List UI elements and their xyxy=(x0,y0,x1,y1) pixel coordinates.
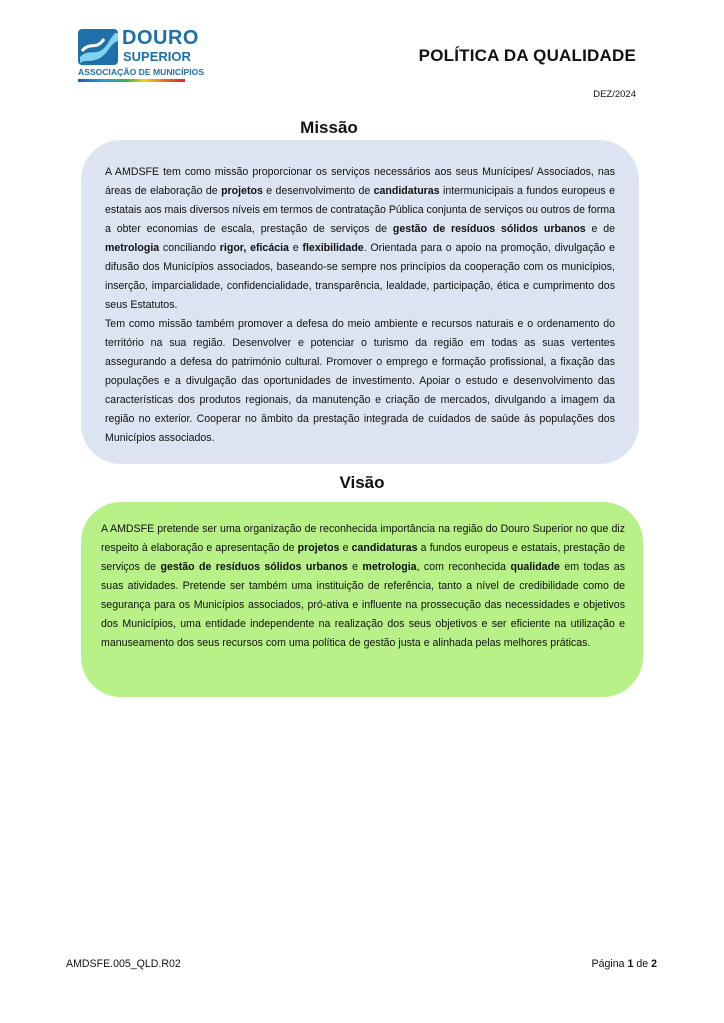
visao-box xyxy=(81,502,643,697)
logo-color-bar xyxy=(78,79,185,82)
bold-run: gestão de resíduos sólidos urbanos xyxy=(392,223,586,235)
page-label: Página xyxy=(591,958,625,970)
text-run: conciliando xyxy=(159,242,220,254)
missao-heading: Missão xyxy=(300,118,358,137)
document-date: DEZ/2024 xyxy=(593,89,636,100)
visao-heading: Visão xyxy=(339,473,385,492)
page-total: 2 xyxy=(651,958,657,970)
text-run: e xyxy=(339,542,352,554)
text-run: , com reconhecida xyxy=(416,561,511,573)
text-run: A AMDSFE tem como missão proporcionar os serviços necessários aos seus Munícipes/ Associados, nas áreas de elaboração de xyxy=(105,166,615,197)
river-logo-icon xyxy=(78,29,118,65)
text-run: e desenvolvimento de xyxy=(262,185,374,197)
logo-tagline: ASSOCIAÇÃO DE MUNICÍPIOS xyxy=(78,67,205,77)
text-run: a fundos europeus e estatais, prestação de serviços de xyxy=(101,542,625,573)
bold-run: rigor, eficácia xyxy=(219,242,289,254)
text-run: e xyxy=(347,561,363,573)
text-run: . Orientada para o apoio na promoção, divulgação e difusão dos Municípios associados, baseando-se sempre nos princípios da cooperação com os municípios, inserção, imparcialidade, confidencialidade, transparência, lealdade, participação, ética e cumprimento dos seus Estatutos. xyxy=(105,242,615,311)
page-current: 1 xyxy=(627,958,634,970)
visao-paragraph-1 xyxy=(101,520,625,653)
bold-run: metrologia xyxy=(105,242,160,254)
logo-subname: SUPERIOR xyxy=(123,49,191,64)
bold-run: candidaturas xyxy=(373,185,440,197)
missao-box xyxy=(81,140,639,464)
bold-run: projetos xyxy=(297,542,340,554)
bold-run: metrologia xyxy=(362,561,417,573)
text-run: intermunicipais a fundos europeus e estatais aos mais diversos níveis em termos de contratação Pública conjunta de serviços ou outros de forma a obter economias de escala, prestação de serviços de xyxy=(105,185,615,235)
text-run: e de xyxy=(585,223,615,235)
bold-run: gestão de resíduos sólidos urbanos xyxy=(160,561,348,573)
bold-run: projetos xyxy=(221,185,263,197)
bold-run: flexibilidade xyxy=(302,242,364,254)
text-run: em todas as suas atividades. Pretende ser também uma instituição de referência, tanto a nível de credibilidade como de segurança para os Municípios associados, pró-ativa e influente na prossecução das necessidades e objetivos dos Municípios, uma entidade independente na realização dos seus objetivos e ser eficiente na utilização e manuseamento dos seus recursos com uma política de gestão justa e alinhada pelas melhores práticas. xyxy=(101,561,626,649)
text-run: A AMDSFE pretende ser uma organização de reconhecida importância na região do Douro Superior no que diz respeito à elaboração e apresentação de xyxy=(101,523,625,554)
text-run: e xyxy=(288,242,303,254)
document-code: AMDSFE.005_QLD.R02 xyxy=(66,958,181,970)
logo-name: DOURO xyxy=(122,27,199,49)
missao-paragraph-1 xyxy=(105,163,615,315)
bold-run: candidaturas xyxy=(351,542,418,554)
bold-run: qualidade xyxy=(510,561,560,573)
missao-paragraph-2: Tem como missão também promover a defesa do meio ambiente e recursos naturais e o ordenamento do território na sua região. Desenvolver e potenciar o turismo da região em todas as suas vertentes assegurando a defesa do património cultural. Promover o emprego e formação profissional, a fixação das populações e a divulgação das oportunidades de investimento. Apoiar o estudo e desenvolvimento das características dos produtos regionais, da manutenção e criação de mercados, divulgando a imagem da região no exterior. Cooperar no âmbito da prestação integrada de cuidados de saúde ás populações dos Municípios associados. xyxy=(105,318,615,444)
document-title: POLÍTICA DA QUALIDADE xyxy=(418,46,636,65)
page-number xyxy=(592,958,657,970)
association-logo xyxy=(78,27,205,85)
page-of: de xyxy=(636,958,649,970)
